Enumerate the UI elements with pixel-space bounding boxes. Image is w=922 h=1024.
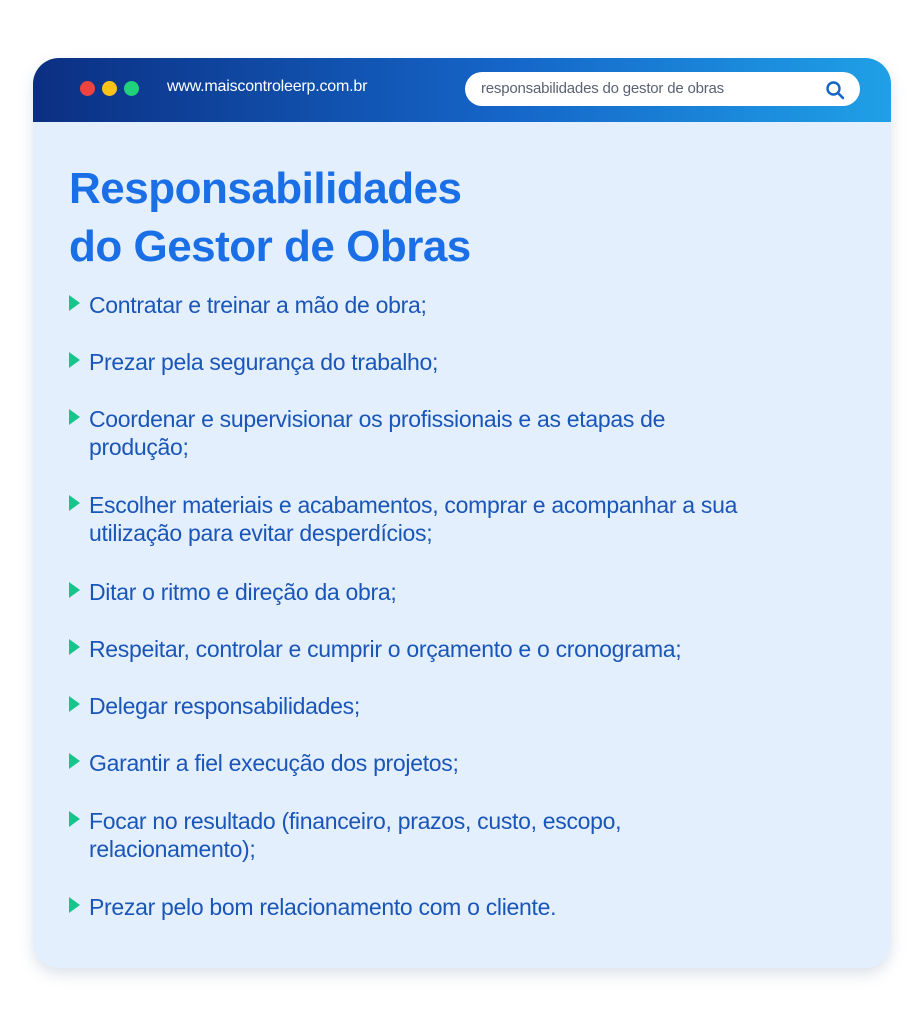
bullet-arrow-icon — [69, 811, 80, 827]
page-title-line-2: do Gestor de Obras — [69, 222, 471, 271]
bullet-arrow-icon — [69, 352, 80, 368]
window-minimize-dot[interactable] — [102, 81, 117, 96]
list-item-text: Respeitar, controlar e cumprir o orçamento e o cronograma; — [89, 636, 682, 662]
page-title — [69, 160, 471, 276]
list-item — [69, 578, 829, 606]
list-item — [69, 692, 829, 720]
list-item — [69, 291, 829, 319]
list-item — [69, 807, 769, 863]
list-item — [69, 405, 759, 461]
list-item — [69, 749, 829, 777]
page-title-line-1: Responsabilidades — [69, 164, 462, 213]
bullet-arrow-icon — [69, 639, 80, 655]
list-item-text: Prezar pela segurança do trabalho; — [89, 349, 439, 375]
list-item-text: Garantir a fiel execução dos projetos; — [89, 750, 459, 776]
content-card — [33, 58, 891, 968]
list-item — [69, 635, 829, 663]
window-maximize-dot[interactable] — [124, 81, 139, 96]
list-item-text: Coordenar e supervisionar os profissionais e as etapas de produção; — [89, 406, 666, 460]
search-input[interactable] — [465, 72, 860, 106]
bullet-arrow-icon — [69, 753, 80, 769]
bullet-arrow-icon — [69, 696, 80, 712]
browser-bar — [33, 58, 891, 122]
address-bar-url[interactable]: www.maiscontroleerp.com.br — [167, 78, 368, 95]
bullet-arrow-icon — [69, 897, 80, 913]
list-item-text: Focar no resultado (financeiro, prazos, custo, escopo, relacionamento); — [89, 808, 622, 862]
list-item — [69, 348, 829, 376]
bullet-arrow-icon — [69, 409, 80, 425]
bullet-arrow-icon — [69, 495, 80, 511]
list-item — [69, 491, 829, 547]
bullet-arrow-icon — [69, 582, 80, 598]
list-item-text: Contratar e treinar a mão de obra; — [89, 292, 427, 318]
list-item-text: Escolher materiais e acabamentos, comprar e acompanhar a sua utilização para evitar desperdícios; — [89, 492, 738, 546]
bullet-arrow-icon — [69, 295, 80, 311]
list-item-text: Ditar o ritmo e direção da obra; — [89, 579, 397, 605]
window-close-dot[interactable] — [80, 81, 95, 96]
search-input-value: responsabilidades do gestor de obras — [481, 80, 724, 97]
search-icon[interactable] — [825, 80, 845, 100]
list-item-text: Delegar responsabilidades; — [89, 693, 360, 719]
list-item — [69, 893, 829, 921]
list-item-text: Prezar pelo bom relacionamento com o cliente. — [89, 894, 557, 920]
